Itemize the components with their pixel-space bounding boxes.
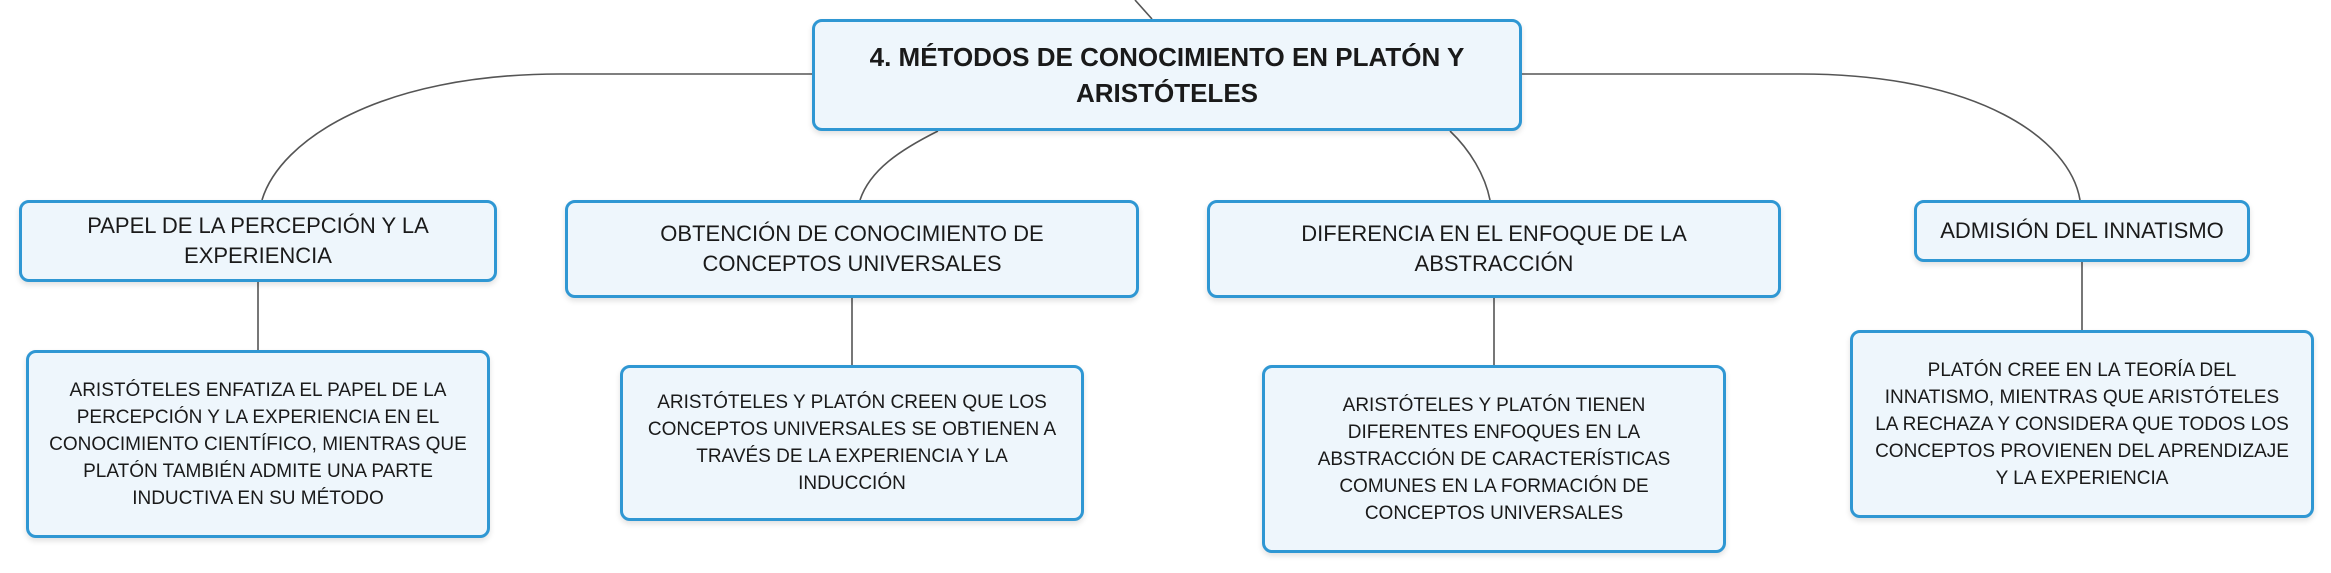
connector-root-topic-3 [1450,131,1490,200]
topic-label: ADMISIÓN DEL INNATISMO [1940,218,2224,243]
topic-label: PAPEL DE LA PERCEPCIÓN Y LA EXPERIENCIA [87,213,429,268]
topic-node-percepcion-experiencia[interactable] [19,200,497,282]
detail-text: ARISTÓTELES Y PLATÓN CREEN QUE LOS CONCEPTOS UNIVERSALES SE OBTIENEN A TRAVÉS DE LA EXPERIENCIA Y LA INDUCCIÓN [647,392,1057,494]
detail-node-percepcion-experiencia[interactable] [26,350,490,538]
topic-node-enfoque-abstraccion[interactable] [1207,200,1781,298]
detail-node-innatismo[interactable] [1850,330,2314,518]
root-title: 4. MÉTODOS DE CONOCIMIENTO EN PLATÓN Y ARISTÓTELES [869,42,1465,108]
detail-node-conceptos-universales[interactable] [620,365,1084,521]
detail-text: ARISTÓTELES Y PLATÓN TIENEN DIFERENTES ENFOQUES EN LA ABSTRACCIÓN DE CARACTERÍSTICAS COMUNES EN LA FORMACIÓN DE CONCEPTOS UNIVERSALES [1317,394,1671,524]
root-node[interactable] [812,19,1522,131]
topic-node-innatismo[interactable] [1914,200,2250,262]
connector-to-parent [1135,0,1152,19]
detail-text: PLATÓN CREE EN LA TEORÍA DEL INNATISMO, MIENTRAS QUE ARISTÓTELES LA RECHAZA Y CONSIDERA QUE TODOS LOS CONCEPTOS PROVIENEN DEL APRENDIZAJE Y LA EXPERIENCIA [1875,359,2289,489]
connector-root-topic-2 [860,131,938,200]
topic-label: DIFERENCIA EN EL ENFOQUE DE LA ABSTRACCIÓN [1301,221,1687,276]
detail-text: ARISTÓTELES ENFATIZA EL PAPEL DE LA PERCEPCIÓN Y LA EXPERIENCIA EN EL CONOCIMIENTO CIENTÍFICO, MIENTRAS QUE PLATÓN TAMBIÉN ADMITE UNA PARTE INDUCTIVA EN SU MÉTODO [49,379,467,509]
connector-root-topic-4 [1522,74,2080,200]
connector-root-topic-1 [262,74,812,200]
topic-label: OBTENCIÓN DE CONOCIMIENTO DE CONCEPTOS UNIVERSALES [660,221,1044,276]
detail-node-enfoque-abstraccion[interactable] [1262,365,1726,553]
topic-node-conceptos-universales[interactable] [565,200,1139,298]
